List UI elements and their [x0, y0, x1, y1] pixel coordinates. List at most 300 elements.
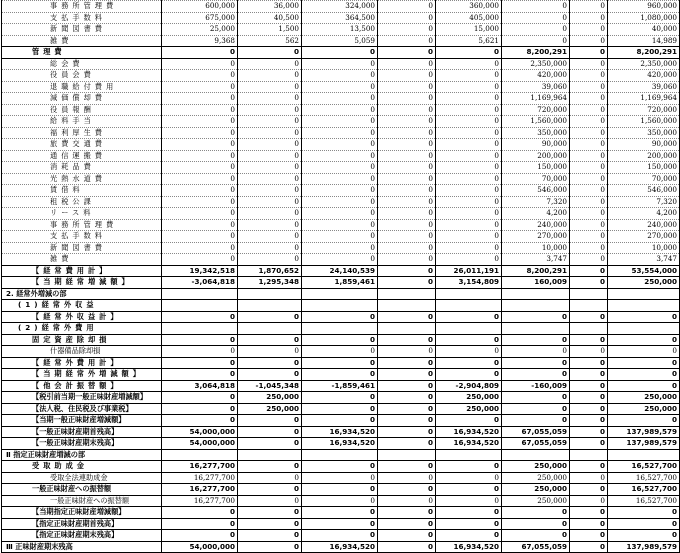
value-cell: 0 — [502, 346, 570, 358]
value-cell: 4,200 — [502, 208, 570, 220]
value-cell: 3,747 — [608, 254, 680, 266]
row-label: 一般正味財産への振替額 — [2, 495, 162, 507]
table-row — [2, 81, 680, 93]
row-label: 受取助成金 — [2, 461, 162, 473]
value-cell: 0 — [162, 47, 238, 59]
value-cell: 0 — [436, 484, 502, 496]
value-cell: 0 — [378, 415, 436, 427]
value-cell: 160,009 — [502, 277, 570, 289]
value-cell: 0 — [302, 58, 378, 70]
value-cell — [436, 300, 502, 312]
value-cell: 0 — [378, 392, 436, 404]
value-cell: 0 — [378, 173, 436, 185]
value-cell: 0 — [302, 484, 378, 496]
row-label: 受取全法連助成金 — [2, 472, 162, 484]
value-cell: 0 — [302, 162, 378, 174]
value-cell: 250,000 — [436, 392, 502, 404]
value-cell: 26,011,191 — [436, 265, 502, 277]
value-cell: 70,000 — [502, 173, 570, 185]
value-cell: 1,560,000 — [502, 116, 570, 128]
value-cell: 0 — [378, 277, 436, 289]
row-label: 総会費 — [2, 58, 162, 70]
value-cell: 0 — [162, 139, 238, 151]
value-cell: 0 — [570, 277, 608, 289]
value-cell: 720,000 — [608, 104, 680, 116]
value-cell: 0 — [302, 208, 378, 220]
value-cell: 0 — [570, 438, 608, 450]
value-cell: 0 — [570, 12, 608, 24]
value-cell: 0 — [570, 403, 608, 415]
value-cell — [162, 288, 238, 300]
table-row — [2, 461, 680, 473]
table-row — [2, 12, 680, 24]
value-cell — [570, 323, 608, 335]
value-cell: 0 — [436, 196, 502, 208]
value-cell: 0 — [378, 231, 436, 243]
row-label: 【一般正味財産期末残高】 — [2, 438, 162, 450]
value-cell: 0 — [608, 346, 680, 358]
value-cell: -1,045,348 — [238, 380, 302, 392]
value-cell: 0 — [378, 334, 436, 346]
value-cell: 0 — [608, 334, 680, 346]
value-cell — [436, 288, 502, 300]
row-label: 事務所管理費 — [2, 1, 162, 13]
value-cell: 8,200,291 — [608, 47, 680, 59]
value-cell: 1,560,000 — [608, 116, 680, 128]
value-cell: 0 — [570, 35, 608, 47]
value-cell: 0 — [238, 334, 302, 346]
value-cell: 0 — [238, 530, 302, 542]
value-cell: 0 — [436, 58, 502, 70]
value-cell: 137,989,579 — [608, 541, 680, 553]
value-cell: 1,870,652 — [238, 265, 302, 277]
value-cell: 0 — [162, 104, 238, 116]
value-cell: 0 — [378, 58, 436, 70]
row-label: 【経常外費用計】 — [2, 357, 162, 369]
value-cell: 0 — [436, 495, 502, 507]
value-cell: 16,527,700 — [608, 461, 680, 473]
value-cell: 15,000 — [436, 24, 502, 36]
value-cell: 0 — [162, 392, 238, 404]
row-label: Ⅱ 指定正味財産増減の部 — [2, 449, 162, 461]
value-cell: 39,060 — [502, 81, 570, 93]
value-cell: 0 — [378, 495, 436, 507]
row-label: 租税公課 — [2, 196, 162, 208]
value-cell: 2,350,000 — [608, 58, 680, 70]
value-cell: 1,500 — [238, 24, 302, 36]
value-cell: 0 — [378, 139, 436, 151]
value-cell: 0 — [302, 254, 378, 266]
table-row — [2, 357, 680, 369]
table-row — [2, 380, 680, 392]
value-cell: 0 — [238, 104, 302, 116]
value-cell: 0 — [502, 311, 570, 323]
value-cell: 19,342,518 — [162, 265, 238, 277]
value-cell: 0 — [570, 47, 608, 59]
value-cell: 0 — [436, 116, 502, 128]
value-cell: 0 — [162, 346, 238, 358]
value-cell: 0 — [162, 127, 238, 139]
value-cell: 150,000 — [608, 162, 680, 174]
value-cell: 250,000 — [238, 403, 302, 415]
value-cell: 0 — [570, 357, 608, 369]
value-cell: 0 — [302, 311, 378, 323]
value-cell: 0 — [570, 484, 608, 496]
value-cell: 0 — [302, 116, 378, 128]
table-row — [2, 346, 680, 358]
value-cell: 0 — [238, 185, 302, 197]
value-cell: 0 — [378, 380, 436, 392]
row-label: (1)経常外収益 — [2, 300, 162, 312]
table-row — [2, 403, 680, 415]
value-cell: 420,000 — [608, 70, 680, 82]
value-cell: -160,009 — [502, 380, 570, 392]
row-label: (2)経常外費用 — [2, 323, 162, 335]
value-cell: 0 — [238, 426, 302, 438]
value-cell: 0 — [502, 357, 570, 369]
value-cell: 0 — [502, 530, 570, 542]
row-label: 賃借料 — [2, 185, 162, 197]
value-cell: 90,000 — [608, 139, 680, 151]
row-label: 消耗品費 — [2, 162, 162, 174]
value-cell: 0 — [570, 116, 608, 128]
table-row — [2, 484, 680, 496]
value-cell: 0 — [238, 93, 302, 105]
value-cell: 0 — [162, 185, 238, 197]
value-cell: 0 — [302, 369, 378, 381]
value-cell: 0 — [502, 369, 570, 381]
value-cell: 0 — [238, 346, 302, 358]
value-cell — [302, 449, 378, 461]
table-row — [2, 208, 680, 220]
value-cell: 0 — [570, 495, 608, 507]
value-cell: 0 — [608, 518, 680, 530]
value-cell: 0 — [162, 162, 238, 174]
value-cell: 0 — [378, 530, 436, 542]
value-cell: 0 — [378, 35, 436, 47]
value-cell: 0 — [436, 231, 502, 243]
value-cell: 0 — [570, 208, 608, 220]
value-cell: 0 — [238, 254, 302, 266]
value-cell: 16,527,700 — [608, 472, 680, 484]
value-cell: 0 — [238, 150, 302, 162]
table-row — [2, 185, 680, 197]
row-label: 光熱水道費 — [2, 173, 162, 185]
value-cell: 0 — [436, 518, 502, 530]
value-cell: 8,200,291 — [502, 47, 570, 59]
table-row — [2, 369, 680, 381]
row-label: 管理費 — [2, 47, 162, 59]
value-cell: 250,000 — [608, 277, 680, 289]
value-cell: -2,904,809 — [436, 380, 502, 392]
row-label: 【税引前当期一般正味財産増減額】 — [2, 392, 162, 404]
table-row — [2, 392, 680, 404]
value-cell: 0 — [162, 334, 238, 346]
value-cell: 0 — [302, 334, 378, 346]
value-cell: 0 — [378, 93, 436, 105]
value-cell: 0 — [502, 35, 570, 47]
row-label: 【他会計振替額】 — [2, 380, 162, 392]
row-label: 什器備品除却損 — [2, 346, 162, 358]
value-cell: 0 — [502, 507, 570, 519]
value-cell: 0 — [302, 415, 378, 427]
value-cell: 0 — [570, 81, 608, 93]
value-cell: 10,000 — [608, 242, 680, 254]
row-label: 新聞図書費 — [2, 24, 162, 36]
value-cell: 0 — [238, 70, 302, 82]
value-cell: 0 — [162, 530, 238, 542]
value-cell: 250,000 — [502, 484, 570, 496]
value-cell: 0 — [378, 219, 436, 231]
value-cell: 0 — [570, 507, 608, 519]
value-cell: 70,000 — [608, 173, 680, 185]
value-cell: 0 — [238, 472, 302, 484]
value-cell: 0 — [570, 254, 608, 266]
value-cell: 137,989,579 — [608, 438, 680, 450]
value-cell: 0 — [302, 70, 378, 82]
value-cell: 0 — [238, 81, 302, 93]
value-cell: 0 — [162, 357, 238, 369]
row-label: 【当期一般正味財産増減額】 — [2, 415, 162, 427]
table-row — [2, 70, 680, 82]
value-cell: 0 — [378, 507, 436, 519]
value-cell: 0 — [238, 507, 302, 519]
value-cell: 270,000 — [608, 231, 680, 243]
value-cell: 0 — [570, 162, 608, 174]
value-cell: 0 — [238, 196, 302, 208]
value-cell: 16,934,520 — [302, 541, 378, 553]
value-cell: 0 — [570, 139, 608, 151]
table-row — [2, 541, 680, 553]
value-cell: 0 — [436, 208, 502, 220]
value-cell: 0 — [302, 185, 378, 197]
table-row — [2, 127, 680, 139]
value-cell — [162, 300, 238, 312]
table-row — [2, 438, 680, 450]
value-cell: 0 — [608, 369, 680, 381]
value-cell: 16,934,520 — [302, 426, 378, 438]
value-cell: 0 — [378, 254, 436, 266]
value-cell: 0 — [570, 1, 608, 13]
value-cell: 0 — [162, 70, 238, 82]
value-cell: 39,060 — [608, 81, 680, 93]
value-cell: 0 — [162, 311, 238, 323]
value-cell — [162, 449, 238, 461]
value-cell: 0 — [570, 518, 608, 530]
value-cell: 0 — [378, 208, 436, 220]
table-row — [2, 323, 680, 335]
value-cell: 0 — [570, 58, 608, 70]
value-cell: 0 — [238, 461, 302, 473]
row-label: 退職給付費用 — [2, 81, 162, 93]
value-cell: 0 — [302, 530, 378, 542]
row-label: 支払手数料 — [2, 231, 162, 243]
row-label: 【当期経常増減額】 — [2, 277, 162, 289]
value-cell: 0 — [238, 541, 302, 553]
row-label: 【指定正味財産期首残高】 — [2, 518, 162, 530]
value-cell: 0 — [378, 541, 436, 553]
table-row — [2, 196, 680, 208]
value-cell: 0 — [378, 426, 436, 438]
value-cell: 0 — [570, 150, 608, 162]
value-cell: 0 — [238, 518, 302, 530]
value-cell: 16,277,700 — [162, 495, 238, 507]
value-cell — [238, 449, 302, 461]
value-cell — [378, 323, 436, 335]
value-cell: 0 — [378, 127, 436, 139]
value-cell: 0 — [608, 311, 680, 323]
value-cell: 7,320 — [502, 196, 570, 208]
value-cell: 0 — [502, 403, 570, 415]
row-label: 給料手当 — [2, 116, 162, 128]
value-cell — [238, 288, 302, 300]
value-cell: 16,934,520 — [436, 426, 502, 438]
value-cell: 360,000 — [436, 1, 502, 13]
value-cell: 67,055,059 — [502, 438, 570, 450]
value-cell: 0 — [378, 369, 436, 381]
value-cell: 546,000 — [502, 185, 570, 197]
value-cell: 0 — [378, 185, 436, 197]
value-cell: 0 — [162, 518, 238, 530]
table-row — [2, 495, 680, 507]
value-cell: 0 — [378, 403, 436, 415]
value-cell: 0 — [378, 150, 436, 162]
value-cell: 0 — [436, 472, 502, 484]
value-cell: 200,000 — [608, 150, 680, 162]
row-label: リース料 — [2, 208, 162, 220]
value-cell: 0 — [436, 415, 502, 427]
table-row — [2, 288, 680, 300]
value-cell: 0 — [378, 438, 436, 450]
value-cell: 0 — [162, 150, 238, 162]
value-cell: 0 — [608, 380, 680, 392]
value-cell: 5,059 — [302, 35, 378, 47]
value-cell: 0 — [378, 484, 436, 496]
value-cell: 0 — [378, 47, 436, 59]
value-cell: 960,000 — [608, 1, 680, 13]
value-cell: 0 — [436, 219, 502, 231]
value-cell: 0 — [378, 265, 436, 277]
value-cell: 0 — [162, 58, 238, 70]
value-cell: 0 — [436, 369, 502, 381]
table-row — [2, 530, 680, 542]
value-cell: 24,140,539 — [302, 265, 378, 277]
value-cell: 40,000 — [608, 24, 680, 36]
value-cell: 0 — [162, 208, 238, 220]
value-cell: 0 — [378, 196, 436, 208]
value-cell: -1,859,461 — [302, 380, 378, 392]
value-cell: 16,277,700 — [162, 484, 238, 496]
table-row — [2, 24, 680, 36]
value-cell: 420,000 — [502, 70, 570, 82]
value-cell: 10,000 — [502, 242, 570, 254]
value-cell: 0 — [570, 461, 608, 473]
value-cell: 0 — [436, 254, 502, 266]
statement-body — [2, 1, 680, 553]
value-cell: 0 — [570, 472, 608, 484]
row-label: 新聞図書費 — [2, 242, 162, 254]
value-cell — [502, 323, 570, 335]
value-cell: 0 — [162, 403, 238, 415]
value-cell: 0 — [570, 265, 608, 277]
value-cell: 2,350,000 — [502, 58, 570, 70]
table-row — [2, 415, 680, 427]
value-cell — [502, 300, 570, 312]
table-row — [2, 150, 680, 162]
value-cell: 53,554,000 — [608, 265, 680, 277]
value-cell: 1,080,000 — [608, 12, 680, 24]
value-cell: 36,000 — [238, 1, 302, 13]
value-cell: 250,000 — [502, 461, 570, 473]
value-cell: 0 — [436, 334, 502, 346]
value-cell: 0 — [436, 47, 502, 59]
table-row — [2, 58, 680, 70]
value-cell: 90,000 — [502, 139, 570, 151]
value-cell: 0 — [238, 242, 302, 254]
value-cell — [570, 449, 608, 461]
value-cell: 0 — [238, 415, 302, 427]
row-label: 通信運搬費 — [2, 150, 162, 162]
table-row — [2, 277, 680, 289]
value-cell: 0 — [238, 231, 302, 243]
value-cell: 0 — [162, 242, 238, 254]
value-cell: 0 — [608, 415, 680, 427]
value-cell: 675,000 — [162, 12, 238, 24]
table-row — [2, 104, 680, 116]
value-cell: 562 — [238, 35, 302, 47]
value-cell: 25,000 — [162, 24, 238, 36]
value-cell: 8,200,291 — [502, 265, 570, 277]
table-row — [2, 47, 680, 59]
row-label: 福利厚生費 — [2, 127, 162, 139]
value-cell: 3,154,809 — [436, 277, 502, 289]
value-cell: 0 — [162, 173, 238, 185]
value-cell: 0 — [378, 70, 436, 82]
value-cell: 0 — [570, 93, 608, 105]
value-cell: 0 — [302, 196, 378, 208]
value-cell: 0 — [436, 346, 502, 358]
value-cell: 0 — [378, 357, 436, 369]
value-cell: 54,000,000 — [162, 438, 238, 450]
value-cell: 0 — [162, 196, 238, 208]
value-cell: 0 — [302, 47, 378, 59]
value-cell: 0 — [162, 231, 238, 243]
value-cell: 0 — [162, 219, 238, 231]
value-cell: 0 — [302, 495, 378, 507]
value-cell: 0 — [378, 81, 436, 93]
value-cell: 0 — [502, 1, 570, 13]
row-label: 【指定正味財産期末残高】 — [2, 530, 162, 542]
value-cell: 0 — [302, 518, 378, 530]
value-cell: 0 — [302, 392, 378, 404]
value-cell: 16,527,700 — [608, 495, 680, 507]
value-cell: 0 — [238, 357, 302, 369]
value-cell: 0 — [570, 541, 608, 553]
row-label: 役員会費 — [2, 70, 162, 82]
table-row — [2, 242, 680, 254]
row-label: 【経常費用計】 — [2, 265, 162, 277]
row-label: 【法人税、住民税及び事業税】 — [2, 403, 162, 415]
value-cell: 0 — [608, 357, 680, 369]
value-cell — [302, 323, 378, 335]
value-cell: 250,000 — [502, 495, 570, 507]
table-row — [2, 472, 680, 484]
value-cell: 0 — [302, 81, 378, 93]
value-cell: 0 — [608, 507, 680, 519]
value-cell: 0 — [302, 219, 378, 231]
row-label: 減価償却費 — [2, 93, 162, 105]
value-cell — [608, 300, 680, 312]
